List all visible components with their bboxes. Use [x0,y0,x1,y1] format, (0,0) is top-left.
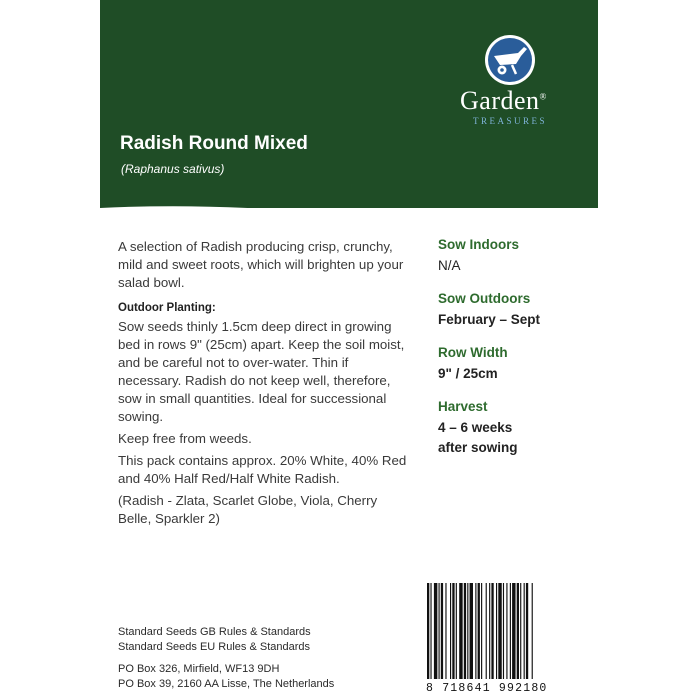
barcode-bar [439,583,440,679]
barcode-bar [445,583,446,679]
row-width-label: Row Width [438,345,508,360]
address-nl: PO Box 39, 2160 AA Lisse, The Netherlands [118,678,335,690]
outdoor-heading: Outdoor Planting: [118,302,216,314]
sow-outdoors-value: February – Sept [438,312,541,327]
barcode-bar [498,583,501,679]
standards-gb: Standard Seeds GB Rules & Standards [118,626,311,638]
barcode-bar [520,583,521,679]
intro-text: A selection of Radish producing crisp, crunchy, mild and sweet roots, which will brighten up your salad bowl. [118,239,404,290]
barcode-bar [467,583,468,679]
barcode-bar [517,583,519,679]
barcode-bar [486,583,487,679]
barcode-bar [478,583,480,679]
description [118,238,410,535]
sow-indoors-label: Sow Indoors [438,237,519,252]
address-uk: PO Box 326, Mirfield, WF13 9DH [118,663,280,675]
header-wave [100,150,598,208]
barcode-bar [526,583,528,679]
barcode-bar [452,583,454,679]
brand-logo [457,30,577,130]
barcode-bar [427,583,429,679]
brand-tagline: TREASURES [473,116,548,126]
varieties-text: (Radish - Zlata, Scarlet Globe, Viola, Cherry Belle, Sparkler 2) [118,493,378,526]
barcode-bar [506,583,507,679]
footer [118,625,428,692]
wheelbarrow-icon [484,34,536,86]
seed-packet [100,0,598,700]
harvest-value: 4 – 6 weeks after sowing [438,420,518,455]
contents-text: This pack contains approx. 20% White, 40% Red and 40% Half Red/Half White Radish. [118,453,407,486]
barcode-bar [475,583,476,679]
outdoor-text: Sow seeds thinly 1.5cm deep direct in growing bed in rows 9" (25cm) apart. Keep the soil moist, and be careful not to over-water. Thin if necessary. Radish do not keep well, therefore, sow in small quantities. Ideal for successional sowing. [118,319,405,424]
product-title: Radish Round Mixed [120,133,308,154]
barcode-bar [491,583,493,679]
sowing-info [438,236,588,472]
sow-outdoors-label: Sow Outdoors [438,291,531,306]
sow-indoors-value: N/A [438,258,461,273]
latin-name: (Raphanus sativus) [121,162,225,176]
header-band [100,0,598,208]
barcode-bar [481,583,482,679]
weeds-text: Keep free from weeds. [118,431,252,446]
brand-name: Garden® [460,86,547,115]
barcode-bar [430,583,431,679]
standards-eu: Standard Seeds EU Rules & Standards [118,641,311,653]
barcode-bar [503,583,504,679]
barcode-bar [434,583,437,679]
row-width-value: 9" / 25cm [438,366,498,381]
barcode-bar [496,583,497,679]
harvest-label: Harvest [438,399,488,414]
barcode-bar [532,583,533,679]
barcode-bar [459,583,462,679]
barcode-bar [456,583,457,679]
barcode-bar [510,583,511,679]
barcode-bar [470,583,473,679]
barcode-bar [524,583,525,679]
barcode-number: 8 718641 992180 [426,682,548,695]
barcode-bar [464,583,466,679]
barcode-bar [441,583,443,679]
barcode-bar [489,583,490,679]
barcode-bar [450,583,451,679]
barcode-bar [512,583,515,679]
